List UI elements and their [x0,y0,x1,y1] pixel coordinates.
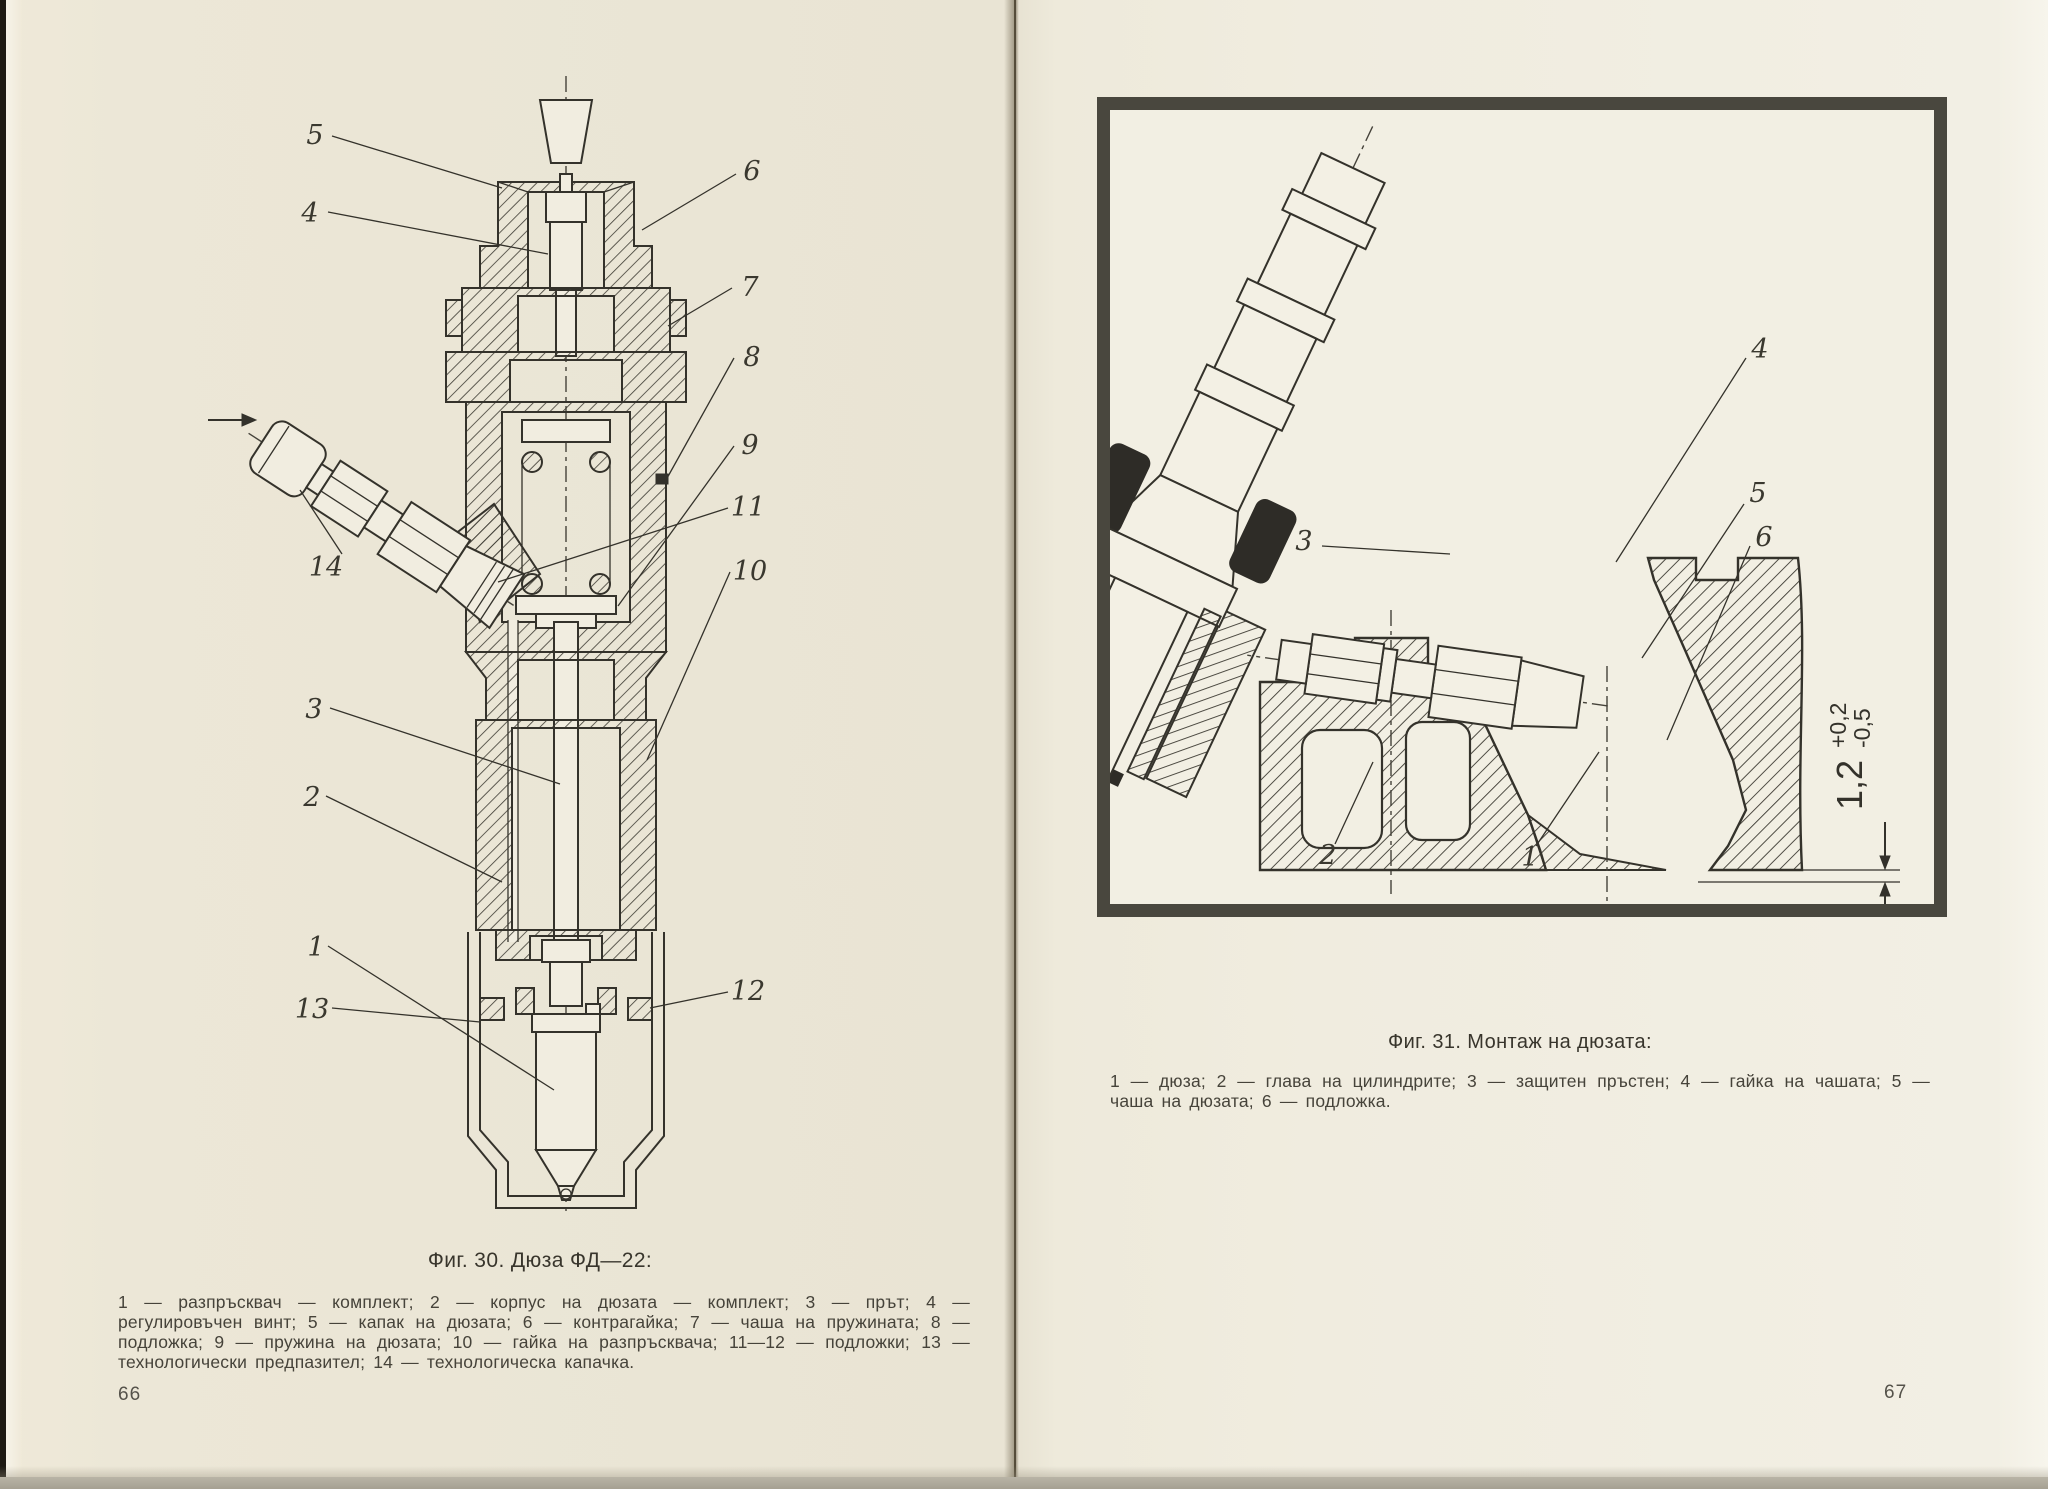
callout-10: 10 [732,556,768,587]
callout-6: 6 [743,156,761,187]
scan-left-highlight [6,0,22,1489]
callout-3: 3 [305,694,323,725]
hex-ear-left [446,300,462,336]
callout-11: 11 [730,492,766,523]
callout-8: 8 [743,342,761,373]
callout-14: 14 [308,552,344,583]
callout-12: 12 [730,976,766,1007]
callout-6: 6 [1755,522,1773,553]
nozzle-seat [1528,815,1666,870]
callout-1: 1 [1521,842,1539,873]
fig30-caption: Фиг. 30. Дюза ФД—22: [427,1249,653,1272]
page-number-66: 66 [118,1384,142,1405]
stem-rod [554,622,578,952]
callout-5: 5 [306,120,324,151]
scan-bottom-edge [0,1477,2048,1489]
fig30-legend: 1 — разпръсквач — комплект; 2 — корпус на дюзата — комплект; 3 — прът; 4 — регулировъчен винт; 5 — капак на дюзата; 6 — контрагайка; 7 — чаша на пружината; 8 — подложка; 9 — пружина на дюзата; 10 — гайка на разпръсквача; 11—12 — подложки; 13 — технологически предпазител; 14 — технологическа капачка. [118,1292,970,1372]
callout-1: 1 [307,932,325,963]
callout-5: 5 [1749,478,1767,509]
fuel-inlet-arrow [208,414,256,426]
fig31-frame [1097,97,1947,917]
head-cavity-2 [1406,722,1470,840]
callout-4: 4 [1751,334,1769,365]
callout-7: 7 [741,272,759,303]
scan-bottom-shadow [0,1466,2048,1477]
washer-11 [480,998,504,1020]
callout-13: 13 [294,994,330,1025]
fig31-caption: Фиг. 31. Монтаж на дюзата: [1387,1031,1652,1053]
adjusting-screw [546,174,586,356]
washer-12 [628,998,652,1020]
dimension-tol-minus: -0,5 [1849,708,1875,748]
callout-3: 3 [1295,526,1313,557]
fig31-drawing [1110,110,1934,904]
page-fold-shadow [1004,0,1028,1489]
callout-2: 2 [303,782,321,813]
callout-4: 4 [301,198,319,229]
spray-nozzle [536,1032,596,1200]
fig31-legend: 1 — дюза; 2 — глава на цилиндрите; 3 — защитен пръстен; 4 — гайка на чашата; 5 — чаша на дюзата; 6 — подложка. [1110,1071,1930,1111]
page-number-67: 67 [1884,1382,1908,1403]
top-cone [540,100,592,163]
dimension-value: 1,2 [1829,759,1870,810]
callout-9: 9 [741,430,759,461]
fig30-drawing [150,60,850,1220]
dimension-tol-plus: +0,2 [1825,702,1851,748]
hex-ear-right [670,300,686,336]
page-fold-line [1014,0,1016,1480]
callout-2: 2 [1319,840,1337,871]
